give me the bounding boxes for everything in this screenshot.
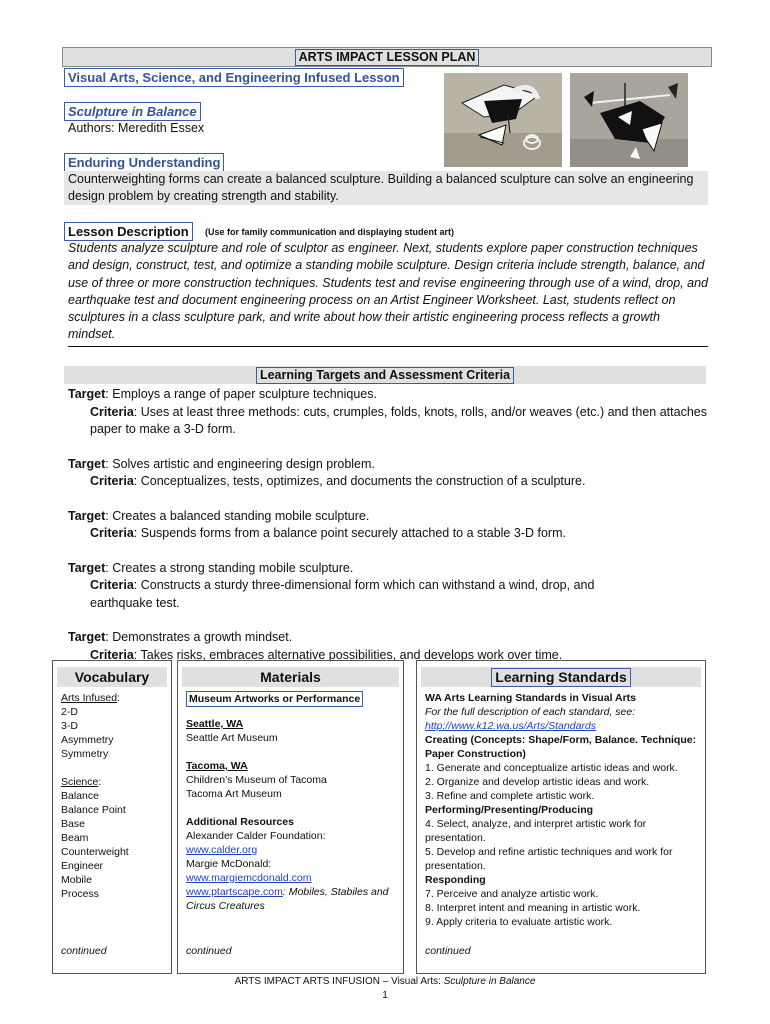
vocab-term: Balance Point — [61, 804, 126, 816]
ptartscape-link[interactable]: www.ptartscape.com — [186, 886, 283, 898]
target-item: Target: Employs a range of paper sculpture techniques. Criteria: Uses at least three methods: cuts, crumples, folds, knots, rolls, and/or weaves (etc.) and then attaches paper to make a 3-D form. — [68, 387, 707, 436]
page-number: 1 — [382, 990, 388, 1001]
enduring-understanding-label — [64, 153, 224, 172]
materials-heading: Materials — [182, 667, 399, 687]
standards-heading-bar — [421, 667, 701, 687]
standard-item: 8. Interpret intent and meaning in artistic work. — [425, 902, 641, 914]
museum-label: Museum Artworks or Performance — [186, 691, 363, 707]
standards-heading: Learning Standards — [491, 668, 630, 687]
standard-item: 5. Develop and refine artistic techniques and work for presentation. — [425, 846, 673, 872]
vocab-term: Symmetry — [61, 748, 109, 760]
vocab-term: Engineer — [61, 860, 104, 872]
lesson-name — [64, 102, 201, 121]
material-item: Children’s Museum of Tacoma — [186, 774, 327, 786]
standards-link[interactable]: http://www.k12.wa.us/Arts/Standards — [425, 720, 596, 732]
material-item: Seattle Art Museum — [186, 732, 278, 744]
targets-heading-bar — [64, 366, 706, 384]
standards-title: WA Arts Learning Standards in Visual Arts — [425, 692, 637, 704]
resources-label: Additional Resources — [186, 816, 294, 828]
vocabulary-continued: continued — [61, 945, 107, 957]
target-item: Target: Creates a balanced standing mobile sculpture. Criteria: Suspends forms from a balance point securely attached to a stable 3-D form. — [68, 508, 566, 540]
description-label-text: Lesson Description — [64, 222, 193, 241]
vocab-term: Beam — [61, 832, 89, 844]
standard-item: 7. Perceive and analyze artistic work. — [425, 888, 599, 900]
margie-text: Margie McDonald: — [186, 858, 272, 870]
title-bar — [62, 47, 712, 67]
tacoma-label: Tacoma, WA — [186, 760, 248, 772]
calder-link[interactable]: www.calder.org — [186, 844, 258, 856]
vocabulary-column: Vocabulary Arts Infused: 2-D 3-D Asymmetry Symmetry Science: Balance Balance Point Base Beam Counterweight Engineer Mobile Process continued — [52, 660, 172, 974]
page-footer — [0, 975, 770, 1003]
standards-continued: continued — [425, 945, 471, 957]
science-label: Science — [61, 776, 99, 788]
lesson-description-note: (Use for family communication and displaying student art) — [205, 227, 455, 237]
ptartscape-desc: : Mobiles, Stabiles and Circus Creatures — [186, 886, 389, 912]
vocabulary-heading: Vocabulary — [57, 667, 167, 687]
material-item: Tacoma Art Museum — [186, 788, 282, 800]
enduring-label-text: Enduring Understanding — [64, 153, 224, 172]
lesson-description-text: Students analyze sculpture and role of sculptor as engineer. Next, students explore paper construction techniques and design, construct, test, and optimize a standing mobile sculpture. Design criteria include strength, balance, and use of three or more construction techniques. Students test and revise engineering through use of a wind, drop, and earthquake test and document engineering process on an Artist Engineer Worksheet. Last, students reflect on sculptures in a class sculpture park, and write about how their artistic engineering process reflects a growth mindset. — [68, 240, 708, 347]
target-item: Target: Demonstrates a growth mindset. Criteria: Takes risks, embraces alternative possibilities, and develops work over time. — [68, 630, 563, 662]
targets-heading: Learning Targets and Assessment Criteria — [256, 367, 514, 384]
vocab-term: 3-D — [61, 720, 78, 732]
vocab-term: 2-D — [61, 706, 78, 718]
standards-column — [416, 660, 706, 974]
enduring-understanding-text: Counterweighting forms can create a balanced sculpture. Building a balanced sculpture can solve an engineering design problem by creating strength and stability. — [64, 171, 708, 205]
standard-item: 9. Apply criteria to evaluate artistic work. — [425, 916, 613, 928]
footer-prefix: ARTS IMPACT ARTS INFUSION – Visual Arts: — [234, 976, 444, 987]
footer-lesson: Sculpture in Balance — [443, 976, 536, 987]
page-title: ARTS IMPACT LESSON PLAN — [295, 49, 480, 66]
arts-infused-label: Arts Infused — [61, 692, 118, 704]
sculpture-photo-2 — [570, 73, 688, 167]
vocab-term: Balance — [61, 790, 99, 802]
vocab-term: Process — [61, 888, 99, 900]
target-item: Target: Solves artistic and engineering design problem. Criteria: Conceptualizes, tests, optimizes, and documents the construction of a sculpture. — [68, 456, 586, 488]
standards-note: For the full description of each standard, see: — [425, 706, 636, 718]
sculpture-photo-1 — [444, 73, 562, 167]
performing-label: Performing/Presenting/Producing — [425, 804, 594, 816]
materials-continued: continued — [186, 945, 232, 957]
standard-item: 4. Select, analyze, and interpret artistic work for presentation. — [425, 818, 647, 844]
lesson-name-text: Sculpture in Balance — [64, 102, 201, 121]
creating-label: Creating (Concepts: Shape/Form, Balance. Technique: Paper Construction) — [425, 734, 697, 760]
margie-link[interactable]: www.margiemcdonald.com — [186, 872, 312, 884]
targets-list — [68, 386, 708, 681]
calder-text: Alexander Calder Foundation: — [186, 830, 326, 842]
responding-label: Responding — [425, 874, 486, 886]
seattle-label: Seattle, WA — [186, 718, 244, 730]
authors: Authors: Meredith Essex — [68, 121, 205, 135]
lesson-description-label — [64, 222, 193, 241]
lesson-subtitle — [64, 68, 404, 87]
standard-item: 1. Generate and conceptualize artistic ideas and work. — [425, 762, 678, 774]
vocab-term: Mobile — [61, 874, 92, 886]
standard-item: 2. Organize and develop artistic ideas and work. — [425, 776, 650, 788]
subtitle-text: Visual Arts, Science, and Engineering Infused Lesson — [64, 68, 404, 87]
materials-column — [177, 660, 404, 974]
standard-item: 3. Refine and complete artistic work. — [425, 790, 595, 802]
target-item: Target: Creates a strong standing mobile sculpture. Criteria: Constructs a sturdy three-dimensional form which can withstand a wind, drop, and earthquake test. — [68, 560, 595, 610]
vocab-term: Base — [61, 818, 85, 830]
vocab-term: Counterweight — [61, 846, 129, 858]
vocab-term: Asymmetry — [61, 734, 114, 746]
